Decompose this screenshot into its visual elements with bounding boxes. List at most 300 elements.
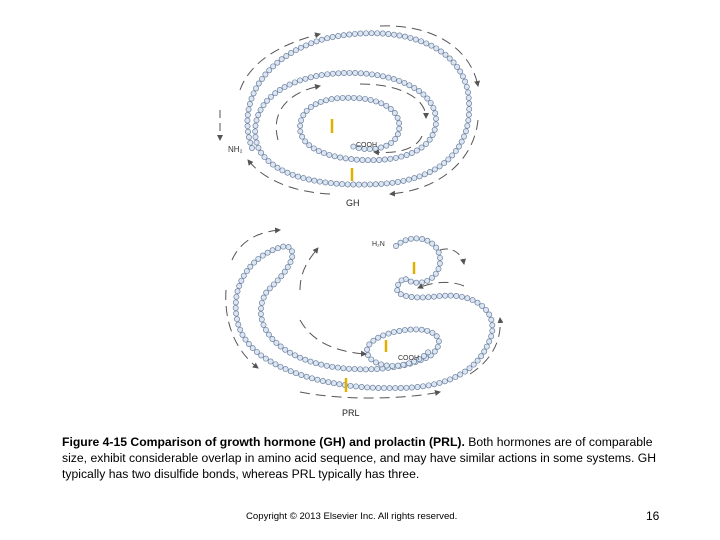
amino-acid-bead <box>437 261 442 266</box>
amino-acid-bead <box>380 74 385 79</box>
amino-acid-bead <box>397 33 402 38</box>
amino-acid-bead <box>289 249 294 254</box>
prl-h2n-label: H₂N <box>372 241 385 248</box>
amino-acid-bead <box>414 327 419 332</box>
amino-acid-bead <box>470 298 475 303</box>
amino-acid-bead <box>299 372 304 377</box>
amino-acid-bead <box>268 94 273 99</box>
amino-acid-bead <box>358 71 363 76</box>
amino-acid-bead <box>379 101 384 106</box>
amino-acid-bead <box>365 385 370 390</box>
amino-acid-bead <box>330 34 335 39</box>
amino-acid-bead <box>442 379 447 384</box>
amino-acid-bead <box>489 317 494 322</box>
amino-acid-bead <box>376 385 381 390</box>
amino-acid-bead <box>234 294 239 299</box>
gh-nh2-label: NH₂ <box>228 145 243 154</box>
amino-acid-bead <box>338 155 343 160</box>
prl-cooh-label: COOH <box>398 355 419 362</box>
amino-acid-bead <box>479 354 484 359</box>
amino-acid-bead <box>284 53 289 58</box>
amino-acid-bead <box>244 269 249 274</box>
amino-acid-bead <box>456 144 461 149</box>
amino-acid-bead <box>373 99 378 104</box>
amino-acid-bead <box>365 158 370 163</box>
amino-acid-bead <box>256 256 261 261</box>
amino-acid-bead <box>248 140 253 145</box>
amino-acid-bead <box>351 182 356 187</box>
amino-acid-bead <box>301 176 306 181</box>
amino-acid-bead <box>357 96 362 101</box>
amino-acid-bead <box>325 72 330 77</box>
amino-acid-bead <box>380 31 385 36</box>
amino-acid-bead <box>308 359 313 364</box>
amino-acid-bead <box>430 330 435 335</box>
amino-acid-bead <box>466 90 471 95</box>
amino-acid-bead <box>433 122 438 127</box>
amino-acid-bead <box>335 96 340 101</box>
amino-acid-bead <box>458 372 463 377</box>
amino-acid-bead <box>278 344 283 349</box>
amino-acid-bead <box>443 293 448 298</box>
amino-acid-bead <box>401 178 406 183</box>
amino-acid-bead <box>393 136 398 141</box>
amino-acid-bead <box>396 282 401 287</box>
amino-acid-bead <box>248 264 253 269</box>
amino-acid-bead <box>402 328 407 333</box>
amino-acid-bead <box>437 294 442 299</box>
amino-acid-bead <box>437 164 442 169</box>
amino-acid-bead <box>438 49 443 54</box>
amino-acid-bead <box>369 72 374 77</box>
prl-beads <box>233 236 495 391</box>
amino-acid-bead <box>287 350 292 355</box>
amino-acid-bead <box>490 323 495 328</box>
amino-acid-bead <box>258 107 263 112</box>
amino-acid-bead <box>397 78 402 83</box>
amino-acid-bead <box>308 105 313 110</box>
amino-acid-bead <box>259 150 264 155</box>
amino-acid-bead <box>245 118 250 123</box>
amino-acid-bead <box>298 355 303 360</box>
amino-acid-bead <box>386 75 391 80</box>
amino-acid-bead <box>243 337 248 342</box>
amino-acid-bead <box>270 248 275 253</box>
amino-acid-bead <box>384 103 389 108</box>
amino-acid-bead <box>487 312 492 317</box>
amino-acid-bead <box>376 335 381 340</box>
amino-acid-bead <box>391 330 396 335</box>
amino-acid-bead <box>275 246 280 251</box>
amino-acid-bead <box>443 52 448 57</box>
amino-acid-bead <box>365 352 370 357</box>
amino-acid-bead <box>382 157 387 162</box>
amino-acid-bead <box>251 91 256 96</box>
amino-acid-bead <box>421 353 426 358</box>
amino-acid-bead <box>429 275 434 280</box>
gh-cooh-label: COOH <box>356 142 377 149</box>
amino-acid-bead <box>267 286 272 291</box>
amino-acid-bead <box>343 156 348 161</box>
amino-acid-bead <box>275 60 280 65</box>
amino-acid-bead <box>393 243 398 248</box>
amino-acid-bead <box>436 339 441 344</box>
amino-acid-bead <box>475 300 480 305</box>
amino-acid-bead <box>317 179 322 184</box>
amino-acid-bead <box>362 182 367 187</box>
amino-acid-bead <box>347 70 352 75</box>
amino-acid-bead <box>450 153 455 158</box>
amino-acid-bead <box>417 174 422 179</box>
amino-acid-bead <box>368 182 373 187</box>
amino-acid-bead <box>348 383 353 388</box>
amino-acid-bead <box>393 386 398 391</box>
amino-acid-bead <box>386 331 391 336</box>
amino-acid-bead <box>414 280 419 285</box>
amino-acid-bead <box>460 74 465 79</box>
amino-acid-bead <box>335 365 340 370</box>
amino-acid-bead <box>392 110 397 115</box>
amino-acid-bead <box>254 118 259 123</box>
amino-acid-bead <box>340 182 345 187</box>
amino-acid-bead <box>384 363 389 368</box>
amino-acid-bead <box>363 367 368 372</box>
amino-acid-bead <box>237 283 242 288</box>
amino-acid-bead <box>412 85 417 90</box>
amino-acid-bead <box>330 364 335 369</box>
amino-acid-bead <box>451 60 456 65</box>
amino-acid-bead <box>289 50 294 55</box>
amino-acid-bead <box>253 123 258 128</box>
amino-acid-bead <box>312 178 317 183</box>
amino-acid-bead <box>258 311 263 316</box>
amino-acid-bead <box>282 269 287 274</box>
amino-acid-bead <box>278 364 283 369</box>
amino-acid-bead <box>419 145 424 150</box>
amino-acid-bead <box>431 294 436 299</box>
amino-acid-bead <box>429 43 434 48</box>
amino-acid-bead <box>432 167 437 172</box>
gh-label: GH <box>346 198 360 208</box>
amino-acid-bead <box>233 305 238 310</box>
amino-acid-bead <box>387 386 392 391</box>
amino-acid-bead <box>356 182 361 187</box>
amino-acid-bead <box>436 266 441 271</box>
amino-acid-bead <box>238 327 243 332</box>
amino-acid-bead <box>279 274 284 279</box>
amino-acid-bead <box>273 91 278 96</box>
amino-acid-bead <box>315 377 320 382</box>
amino-acid-bead <box>340 95 345 100</box>
amino-acid-bead <box>254 349 259 354</box>
amino-acid-bead <box>391 77 396 82</box>
amino-acid-bead <box>430 241 435 246</box>
amino-acid-bead <box>375 73 380 78</box>
amino-acid-bead <box>292 353 297 358</box>
amino-acid-bead <box>314 39 319 44</box>
amino-acid-bead <box>353 70 358 75</box>
amino-acid-bead <box>379 181 384 186</box>
amino-acid-bead <box>433 111 438 116</box>
amino-acid-bead <box>316 148 321 153</box>
amino-acid-bead <box>391 32 396 37</box>
amino-acid-bead <box>359 384 364 389</box>
amino-acid-bead <box>364 347 369 352</box>
amino-acid-bead <box>378 145 383 150</box>
amino-acid-bead <box>467 366 472 371</box>
amino-acid-bead <box>309 376 314 381</box>
amino-acid-bead <box>422 172 427 177</box>
amino-acid-bead <box>352 367 357 372</box>
amino-acid-bead <box>321 151 326 156</box>
amino-acid-bead <box>437 255 442 260</box>
amino-acid-bead <box>277 87 282 92</box>
amino-acid-bead <box>236 322 241 327</box>
amino-acid-bead <box>407 83 412 88</box>
amino-acid-bead <box>233 300 238 305</box>
amino-acid-bead <box>484 344 489 349</box>
amino-acid-bead <box>271 282 276 287</box>
amino-acid-bead <box>381 333 386 338</box>
amino-acid-bead <box>253 86 258 91</box>
amino-acid-bead <box>249 145 254 150</box>
amino-acid-bead <box>384 143 389 148</box>
amino-acid-bead <box>489 334 494 339</box>
amino-acid-bead <box>373 360 378 365</box>
amino-acid-bead <box>368 97 373 102</box>
amino-acid-bead <box>299 118 304 123</box>
amino-acid-bead <box>369 367 374 372</box>
amino-acid-bead <box>319 362 324 367</box>
amino-acid-bead <box>399 154 404 159</box>
amino-acid-bead <box>420 236 425 241</box>
amino-acid-bead <box>334 181 339 186</box>
amino-acid-bead <box>467 107 472 112</box>
slide-footer <box>0 508 720 528</box>
amino-acid-bead <box>353 384 358 389</box>
amino-acid-bead <box>373 182 378 187</box>
amino-acid-bead <box>283 367 288 372</box>
amino-acid-bead <box>420 295 425 300</box>
amino-acid-bead <box>408 236 413 241</box>
amino-acid-bead <box>336 33 341 38</box>
amino-acid-bead <box>240 332 245 337</box>
amino-acid-bead <box>413 37 418 42</box>
amino-acid-bead <box>424 41 429 46</box>
amino-acid-bead <box>354 157 359 162</box>
amino-acid-bead <box>390 180 395 185</box>
amino-acid-bead <box>408 35 413 40</box>
amino-acid-bead <box>435 344 440 349</box>
amino-acid-bead <box>490 328 495 333</box>
amino-acid-bead <box>259 300 264 305</box>
amino-acid-bead <box>462 369 467 374</box>
amino-acid-bead <box>325 36 330 41</box>
amino-acid-bead <box>250 346 255 351</box>
amino-acid-bead <box>432 382 437 387</box>
amino-acid-bead <box>409 385 414 390</box>
amino-acid-bead <box>261 103 266 108</box>
amino-acid-bead <box>271 64 276 69</box>
amino-acid-bead <box>270 162 275 167</box>
amino-acid-bead <box>433 116 438 121</box>
amino-acid-bead <box>279 57 284 62</box>
amino-acid-bead <box>266 159 271 164</box>
amino-acid-bead <box>260 253 265 258</box>
amino-acid-bead <box>374 366 379 371</box>
amino-acid-bead <box>270 336 275 341</box>
amino-acid-bead <box>358 31 363 36</box>
amino-acid-bead <box>303 76 308 81</box>
amino-acid-bead <box>483 307 488 312</box>
amino-acid-bead <box>431 105 436 110</box>
amino-acid-bead <box>293 48 298 53</box>
amino-acid-bead <box>332 154 337 159</box>
amino-acid-bead <box>471 362 476 367</box>
amino-acid-bead <box>304 108 309 113</box>
amino-acid-bead <box>461 134 466 139</box>
amino-acid-bead <box>425 238 430 243</box>
amino-acid-bead <box>386 31 391 36</box>
amino-acid-bead <box>421 384 426 389</box>
amino-acid-bead <box>465 123 470 128</box>
amino-acid-bead <box>341 70 346 75</box>
amino-acid-bead <box>371 158 376 163</box>
amino-acid-bead <box>371 338 376 343</box>
amino-acid-bead <box>430 132 435 137</box>
amino-acid-bead <box>297 78 302 83</box>
prl-label: PRL <box>342 408 360 418</box>
amino-acid-bead <box>246 341 251 346</box>
amino-acid-bead <box>282 85 287 90</box>
amino-acid-bead <box>358 367 363 372</box>
amino-acid-bead <box>246 107 251 112</box>
amino-acid-bead <box>281 244 286 249</box>
amino-acid-bead <box>254 140 259 145</box>
amino-acid-bead <box>319 73 324 78</box>
amino-acid-bead <box>454 293 459 298</box>
amino-acid-bead <box>442 161 447 166</box>
amino-acid-bead <box>256 81 261 86</box>
amino-acid-bead <box>288 260 293 265</box>
amino-acid-bead <box>432 127 437 132</box>
amino-acid-bead <box>273 362 278 367</box>
amino-acid-bead <box>336 71 341 76</box>
page-number: 16 <box>646 509 660 523</box>
amino-acid-bead <box>304 374 309 379</box>
amino-acid-bead <box>239 278 244 283</box>
amino-acid-bead <box>234 317 239 322</box>
amino-acid-bead <box>306 177 311 182</box>
amino-acid-bead <box>419 327 424 332</box>
amino-acid-bead <box>465 296 470 301</box>
amino-acid-bead <box>399 278 404 283</box>
amino-acid-bead <box>314 74 319 79</box>
amino-acid-bead <box>458 69 463 74</box>
amino-acid-bead <box>395 115 400 120</box>
amino-acid-bead <box>384 181 389 186</box>
amino-acid-bead <box>369 357 374 362</box>
amino-acid-bead <box>421 92 426 97</box>
amino-acid-bead <box>447 56 452 61</box>
amino-acid-bead <box>352 31 357 36</box>
amino-acid-bead <box>246 135 251 140</box>
copyright-notice: Copyright © 2013 Elsevier Inc. All rights reserved. <box>246 511 458 522</box>
amino-acid-bead <box>268 359 273 364</box>
amino-acid-bead <box>448 377 453 382</box>
amino-acid-bead <box>326 380 331 385</box>
amino-acid-bead <box>448 293 453 298</box>
amino-acid-bead <box>408 327 413 332</box>
amino-acid-bead <box>264 98 269 103</box>
amino-acid-bead <box>393 155 398 160</box>
amino-acid-bead <box>259 317 264 322</box>
amino-acid-bead <box>398 385 403 390</box>
amino-acid-bead <box>426 295 431 300</box>
amino-acid-bead <box>397 121 402 126</box>
amino-acid-bead <box>466 118 471 123</box>
amino-acid-bead <box>466 95 471 100</box>
amino-acid-bead <box>464 84 469 89</box>
amino-acid-bead <box>425 96 430 101</box>
amino-acid-bead <box>379 362 384 367</box>
amino-acid-bead <box>301 113 306 118</box>
amino-acid-bead <box>303 43 308 48</box>
amino-acid-bead <box>367 342 372 347</box>
amino-acid-bead <box>412 176 417 181</box>
amino-acid-bead <box>419 280 424 285</box>
amino-acid-bead <box>337 382 342 387</box>
amino-acid-bead <box>298 45 303 50</box>
amino-acid-bead <box>275 165 280 170</box>
amino-acid-bead <box>404 385 409 390</box>
amino-acid-bead <box>487 339 492 344</box>
amino-acid-bead <box>428 100 433 105</box>
amino-acid-bead <box>319 37 324 42</box>
caption-title: Figure 4-15 Comparison of growth hormone (GH) and prolactin (PRL). <box>62 435 465 449</box>
amino-acid-bead <box>287 82 292 87</box>
amino-acid-bead <box>459 294 464 299</box>
amino-acid-bead <box>253 129 258 134</box>
amino-acid-bead <box>290 172 295 177</box>
amino-acid-bead <box>247 101 252 106</box>
amino-acid-bead <box>249 96 254 101</box>
gh-beads <box>245 31 472 188</box>
amino-acid-bead <box>285 265 290 270</box>
amino-acid-bead <box>346 95 351 100</box>
amino-acid-bead <box>235 289 240 294</box>
amino-acid-bead <box>395 132 400 137</box>
amino-acid-bead <box>402 80 407 85</box>
amino-acid-bead <box>455 64 460 69</box>
amino-acid-bead <box>426 350 431 355</box>
amino-acid-bead <box>480 303 485 308</box>
amino-acid-bead <box>390 363 395 368</box>
caption-body: Both hormones are of comparable size, exhibit considerable overlap in amino acid sequence, and may have similar actions in some systems. GH typically has two disulfide bonds, whereas PRL typically has three. <box>62 435 657 481</box>
amino-acid-bead <box>274 340 279 345</box>
amino-acid-bead <box>280 168 285 173</box>
amino-acid-bead <box>245 129 250 134</box>
amino-acid-bead <box>320 378 325 383</box>
amino-acid-bead <box>324 363 329 368</box>
amino-acid-bead <box>256 145 261 150</box>
amino-acid-bead <box>466 112 471 117</box>
amino-acid-bead <box>261 295 266 300</box>
amino-acid-bead <box>324 98 329 103</box>
amino-acid-bead <box>463 129 468 134</box>
amino-acid-bead <box>330 71 335 76</box>
amino-acid-bead <box>341 366 346 371</box>
